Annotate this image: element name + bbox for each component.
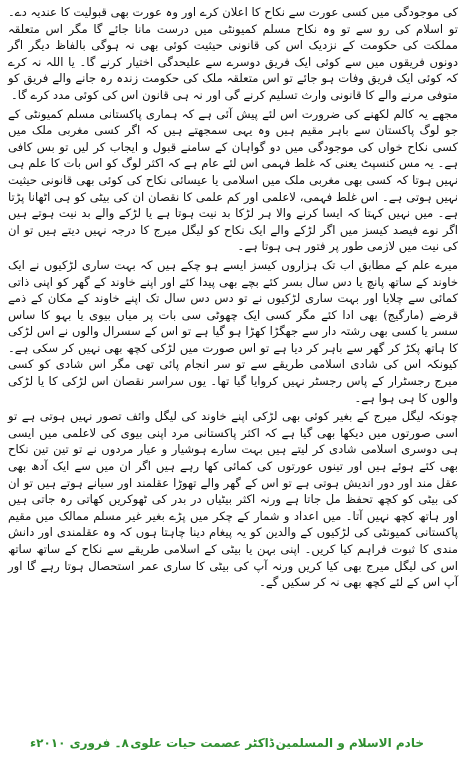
signature-name: ڈاکٹر عصمت حیات علوی (130, 736, 275, 750)
signature-line (0, 736, 466, 750)
paragraph-3: میرے علم کے مطابق اب تک ہزاروں کیسز ایسے ہو چکے ہیں کہ بہت ساری لڑکیوں نے ایک خاوند کے ساتھ پانچ یا دس سال بسر کئے بچے بھی پیدا کئے اور اپنے خاوند کے گھر کو اپنی ذاتی کمائی سے چلایا اور بہت ساری لڑکیوں نے تو دس دس سال تک اپنے خاوند کے مکان کے ذمے قرضے (مارگیج) بھی ادا کئے مگر کسی ایک چھوٹی سی بات پر میاں بیوی یا بہو کا ساس سسر یا کسی بھی رشتہ دار سے جھگڑا کھڑا ہو گیا ہے تو اس کے سسرال والوں نے اس لڑکی کا ہاتھ پکڑ کر گھر سے باہر کر دیا ہے تو اس صورت میں لڑکی کچھ بھی نہیں کر سکی ہے۔ کیونکہ اس کی شادی اسلامی طریقے سے تو سر انجام پائی تھی مگر اس شادی کو کسی میرج رجسٹرار کے پاس رجسٹر نہیں کروایا گیا تھا۔ یوں سراسر نقصان اس لڑکی کا یا لڑکی والوں کا ہی ہوا ہے۔ (8, 257, 458, 405)
signature-title: خادم الاسلام و المسلمین (275, 736, 424, 750)
signature-date: ۸۔ فروری ۲۰۱۰ء (30, 736, 129, 750)
paragraph-2: مجھے یہ کالم لکھنے کی ضرورت اس لئے پیش آئی ہے کہ ہماری پاکستانی مسلم کمیونٹی کے جو لوگ پاکستان سے باہر مقیم ہیں وہ یہی سمجھتے ہیں کہ اگر کسی مغربی ملک میں کسی نکاح خواں کی موجودگی میں دو گواہان کے سامنے قبول و ایجاب کر لیں تو بس کافی ہے۔ یہ مس کنسپٹ یعنی کہ غلط فہمی اس لئے عام ہے کہ اکثر لوگ کو اس بات کا علم ہی نہیں ہوتا کہ کسی بھی مغربی ملک میں اسلامی یا عیسائی نکاح کی کوئی بھی قانونی حیثیت نہیں ہوتی ہے۔ اس غلط فہمی، لاعلمی اور کم علمی کا نقصان ان کی بیٹی کو ہی اٹھانا پڑتا ہے۔ میں نہیں کہتا کہ ایسا کرنے والا ہر لڑکا بد نیت ہوتا ہے یا لڑکے والے بد نیت ہوتے ہیں اگر نوے فیصد کیسز میں اگر لڑکے والے ایک نکاح کو لیگل میرج کا درجہ نہیں دیتے ہیں تو ان کی نیت میں لازمی طور پر فتور ہی ہوتا ہے۔ (8, 106, 458, 254)
paragraph-1: کی موجودگی میں کسی عورت سے نکاح کا اعلان کرے اور وہ عورت بھی قبولیت کا عندیہ دے۔ تو اسلام کی رو سے تو وہ نکاح مسلم کمیونٹی میں درست مانا جائے گا مگر اس متعلقہ مملکت کی حکومت کے نزدیک اس کی قانونی حیثیت کوئی بھی نہ ہوگی بالفاظ دیگر اگر دونوں فریقوں میں سے کوئی ایک فریق دوسرے سے علیحدگی اختیار کرنے گا۔ یا اللہ نہ کرے کہ کوئی ایک فریق وفات ہو جائے تو اس متعلقہ ملک کی حکومت زندہ رہ جانے والے فریق کو متوفی مرنے والے کا قانونی وارث تسلیم کرنے گی اور نہ ہی قانون اس کی کوئی مدد کرے گا۔ (8, 5, 458, 102)
paragraph-4: چونکہ لیگل میرج کے بغیر کوئی بھی لڑکی اپنے خاوند کی لیگل وائف تصور نہیں ہوتی ہے تو اسی صورتوں میں دیکھا بھی گیا ہے کہ اکثر پاکستانی مرد اپنی بیوی کی لاعلمی میں ایسی ہی دوسری اسلامی شادی کر لیتے ہیں بہت سارے ہوشیار و عیار مردوں نے تو تین تین نکاح بھی کئے ہوئے ہیں اور تینوں عورتوں کی کمائی کھا رہے ہیں اگر ان میں سے ایک آدھ بھی عقل مند اور دور اندیش ہوتی ہے تو اس کے گھر والے تھوڑا عقلمند اور سیانے ہوتے ہیں تو ان کی بیٹی کو کچھ تحفظ مل جاتا ہے ورنہ اکثر بیٹیاں در بدر کی ٹھوکریں کھاتی رہ جاتی ہیں اور ہاتھ کچھ نہیں آتا۔ میں اعداد و شمار کے چکر میں پڑے بغیر غیر مسلم ممالک میں مقیم پاکستانی کمیونٹی کی لڑکیوں کے والدین کو یہ پیغام دینا چاہتا ہوں کہ وہ عقلمندی اور دانش مندی کا ثبوت فراہم کیا کریں۔ اپنی بہن یا بیٹی کے اسلامی طریقے سے نکاح کے ساتھ ساتھ اس کی لیگل میرج بھی کیا کریں ورنہ آپ کی بیٹی کا ساری عمر استحصال ہوتا رہے گا اور آپ اس کے لئے کچھ بھی نہ کر سکیں گے۔ (8, 409, 458, 590)
